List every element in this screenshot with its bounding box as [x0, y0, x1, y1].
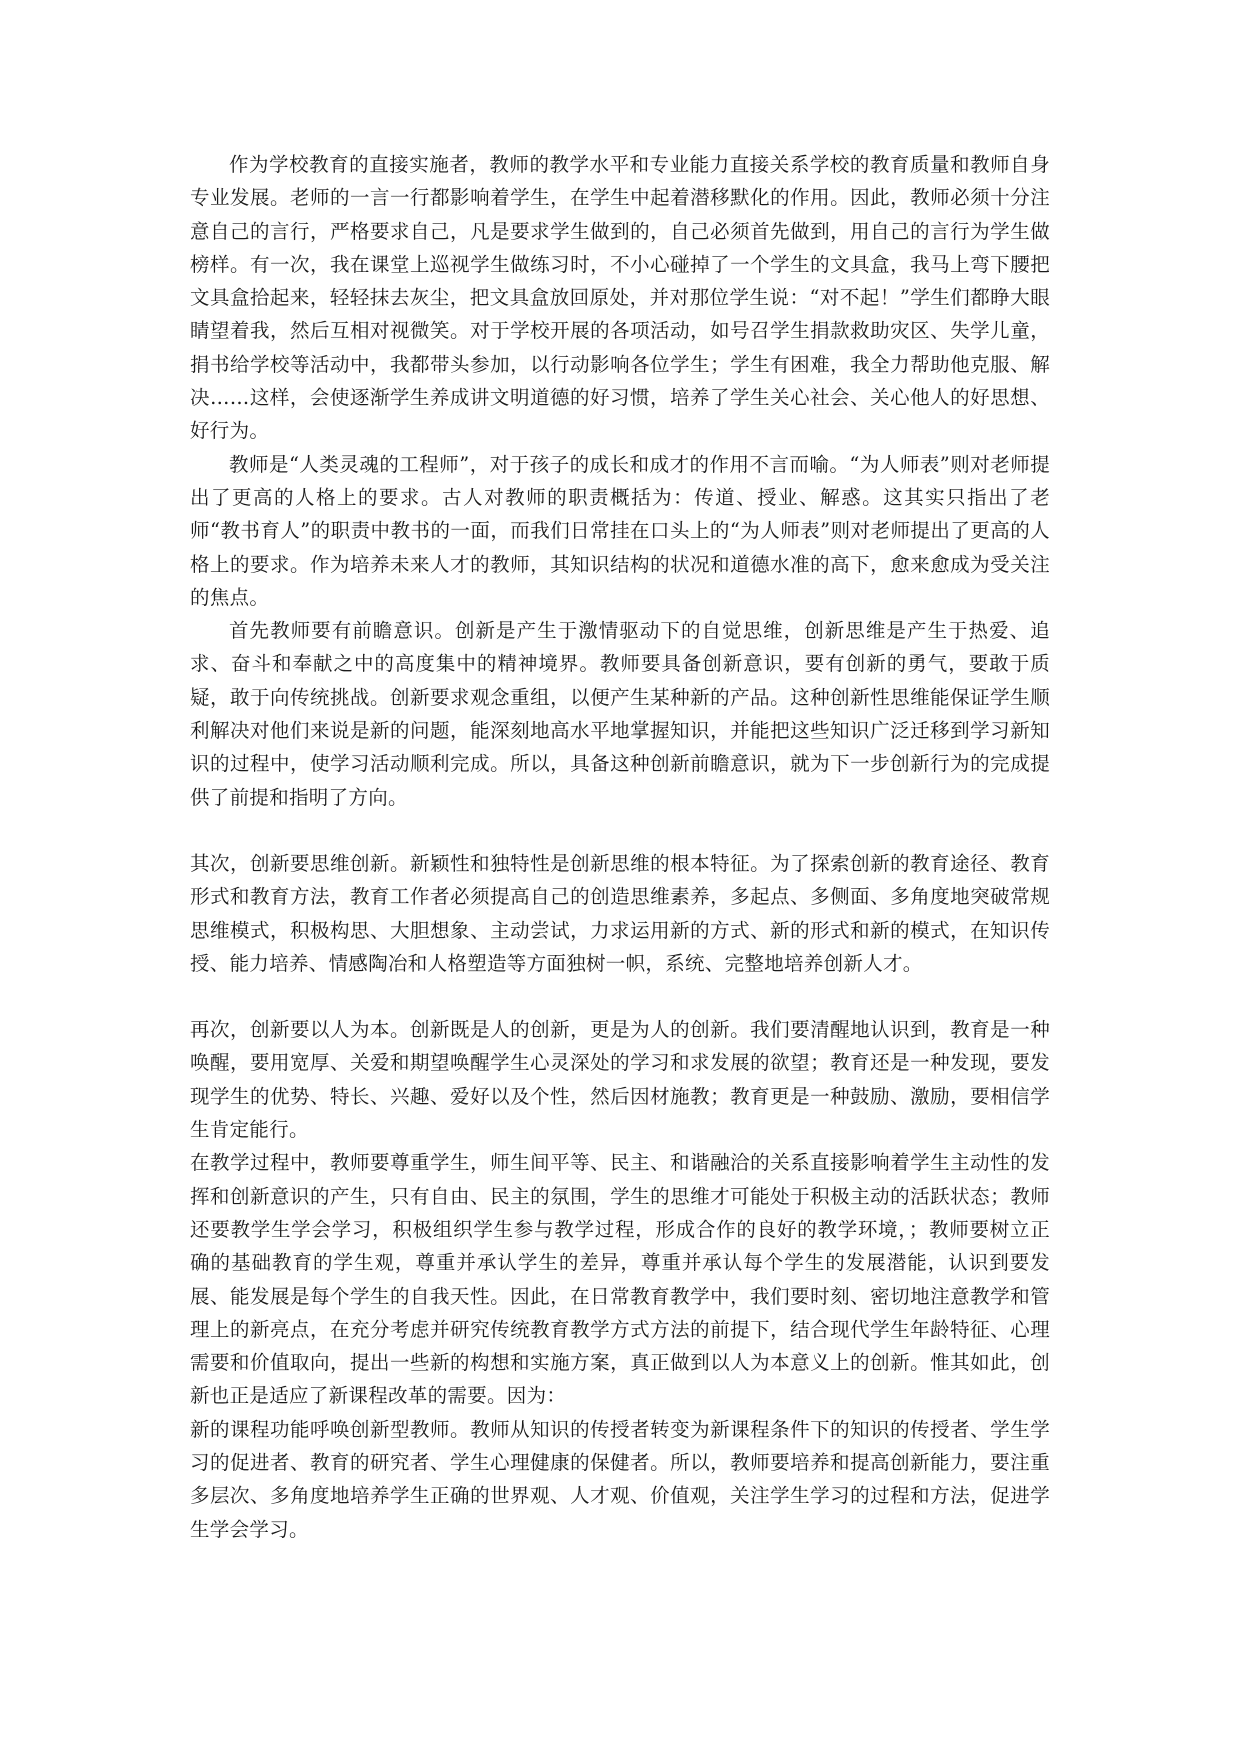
paragraph-4: 其次，创新要思维创新。新颖性和独特性是创新思维的根本特征。为了探索创新的教育途径、教育形式和教育方法，教育工作者必须提高自己的创造思维素养，多起点、多侧面、多角度地突破常规思维模式，积极构思、大胆想象、主动尝试，力求运用新的方式、新的形式和新的模式，在知识传授、能力培养、情感陶冶和人格塑造等方面独树一帜，系统、完整地培养创新人才。: [190, 851, 1050, 975]
paragraph-2: 教师是“人类灵魂的工程师”，对于孩子的成长和成才的作用不言而喻。“为人师表”则对老师提出了更高的人格上的要求。古人对教师的职责概括为：传道、授业、解惑。这其实只指出了老师“教书育人”的职责中教书的一面，而我们日常挂在口头上的“为人师表”则对老师提出了更高的人格上的要求。作为培养未来人才的教师，其知识结构的状况和道德水准的高下，愈来愈成为受关注的焦点。: [190, 452, 1050, 609]
paragraph-3: 首先教师要有前瞻意识。创新是产生于激情驱动下的自觉思维，创新思维是产生于热爱、追求、奋斗和奉献之中的高度集中的精神境界。教师要具备创新意识，要有创新的勇气，要敢于质疑，敢于向传统挑战。创新要求观念重组，以便产生某种新的产品。这种创新性思维能保证学生顺利解决对他们来说是新的问题，能深刻地高水平地掌握知识，并能把这些知识广泛迁移到学习新知识的过程中，使学习活动顺利完成。所以，具备这种创新前瞻意识，就为下一步创新行为的完成提供了前提和指明了方向。: [190, 619, 1050, 809]
paragraph-gap: [190, 814, 1050, 847]
document-body: [190, 148, 1050, 1546]
paragraph-6: 在教学过程中，教师要尊重学生，师生间平等、民主、和谐融洽的关系直接影响着学生主动性的发挥和创新意识的产生，只有自由、民主的氛围，学生的思维才可能处于积极主动的活跃状态；教师还要教学生学会学习，积极组织学生参与教学过程，形成合作的良好的教学环境，；教师要树立正确的基础教育的学生观，尊重并承认学生的差异，尊重并承认每个学生的发展潜能，认识到要发展、能发展是每个学生的自我天性。因此，在日常教育教学中，我们要时刻、密切地注意教学和管理上的新亮点，在充分考虑并研究传统教育教学方式方法的前提下，结合现代学生年龄特征、心理需要和价值取向，提出一些新的构想和实施方案，真正做到以人为本意义上的创新。惟其如此，创新也正是适应了新课程改革的需要。因为：: [190, 1151, 1050, 1408]
paragraph-5: 再次，创新要以人为本。创新既是人的创新，更是为人的创新。我们要清醒地认识到，教育是一种唤醒，要用宽厚、关爱和期望唤醒学生心灵深处的学习和求发展的欲望；教育还是一种发现，要发现学生的优势、特长、兴趣、爱好以及个性，然后因材施教；教育更是一种鼓励、激励，要相信学生肯定能行。: [190, 1018, 1050, 1142]
paragraph-gap: [190, 980, 1050, 1013]
paragraph-1: 作为学校教育的直接实施者，教师的教学水平和专业能力直接关系学校的教育质量和教师自身专业发展。老师的一言一行都影响着学生，在学生中起着潜移默化的作用。因此，教师必须十分注意自己的言行，严格要求自己，凡是要求学生做到的，自己必须首先做到，用自己的言行为学生做榜样。有一次，我在课堂上巡视学生做练习时，不小心碰掉了一个学生的文具盒，我马上弯下腰把文具盒拾起来，轻轻抹去灰尘，把文具盒放回原处，并对那位学生说：“对不起！”学生们都睁大眼睛望着我，然后互相对视微笑。对于学校开展的各项活动，如号召学生捐款救助灾区、失学儿童，捐书给学校等活动中，我都带头参加，以行动影响各位学生；学生有困难，我全力帮助他克服、解决……这样，会使逐渐学生养成讲文明道德的好习惯，培养了学生关心社会、关心他人的好思想、好行为。: [190, 153, 1050, 443]
paragraph-7: 新的课程功能呼唤创新型教师。教师从知识的传授者转变为新课程条件下的知识的传授者、学生学习的促进者、教育的研究者、学生心理健康的保健者。所以，教师要培养和提高创新能力，要注重多层次、多角度地培养学生正确的世界观、人才观、价值观，关注学生学习的过程和方法，促进学生学会学习。: [190, 1417, 1050, 1541]
